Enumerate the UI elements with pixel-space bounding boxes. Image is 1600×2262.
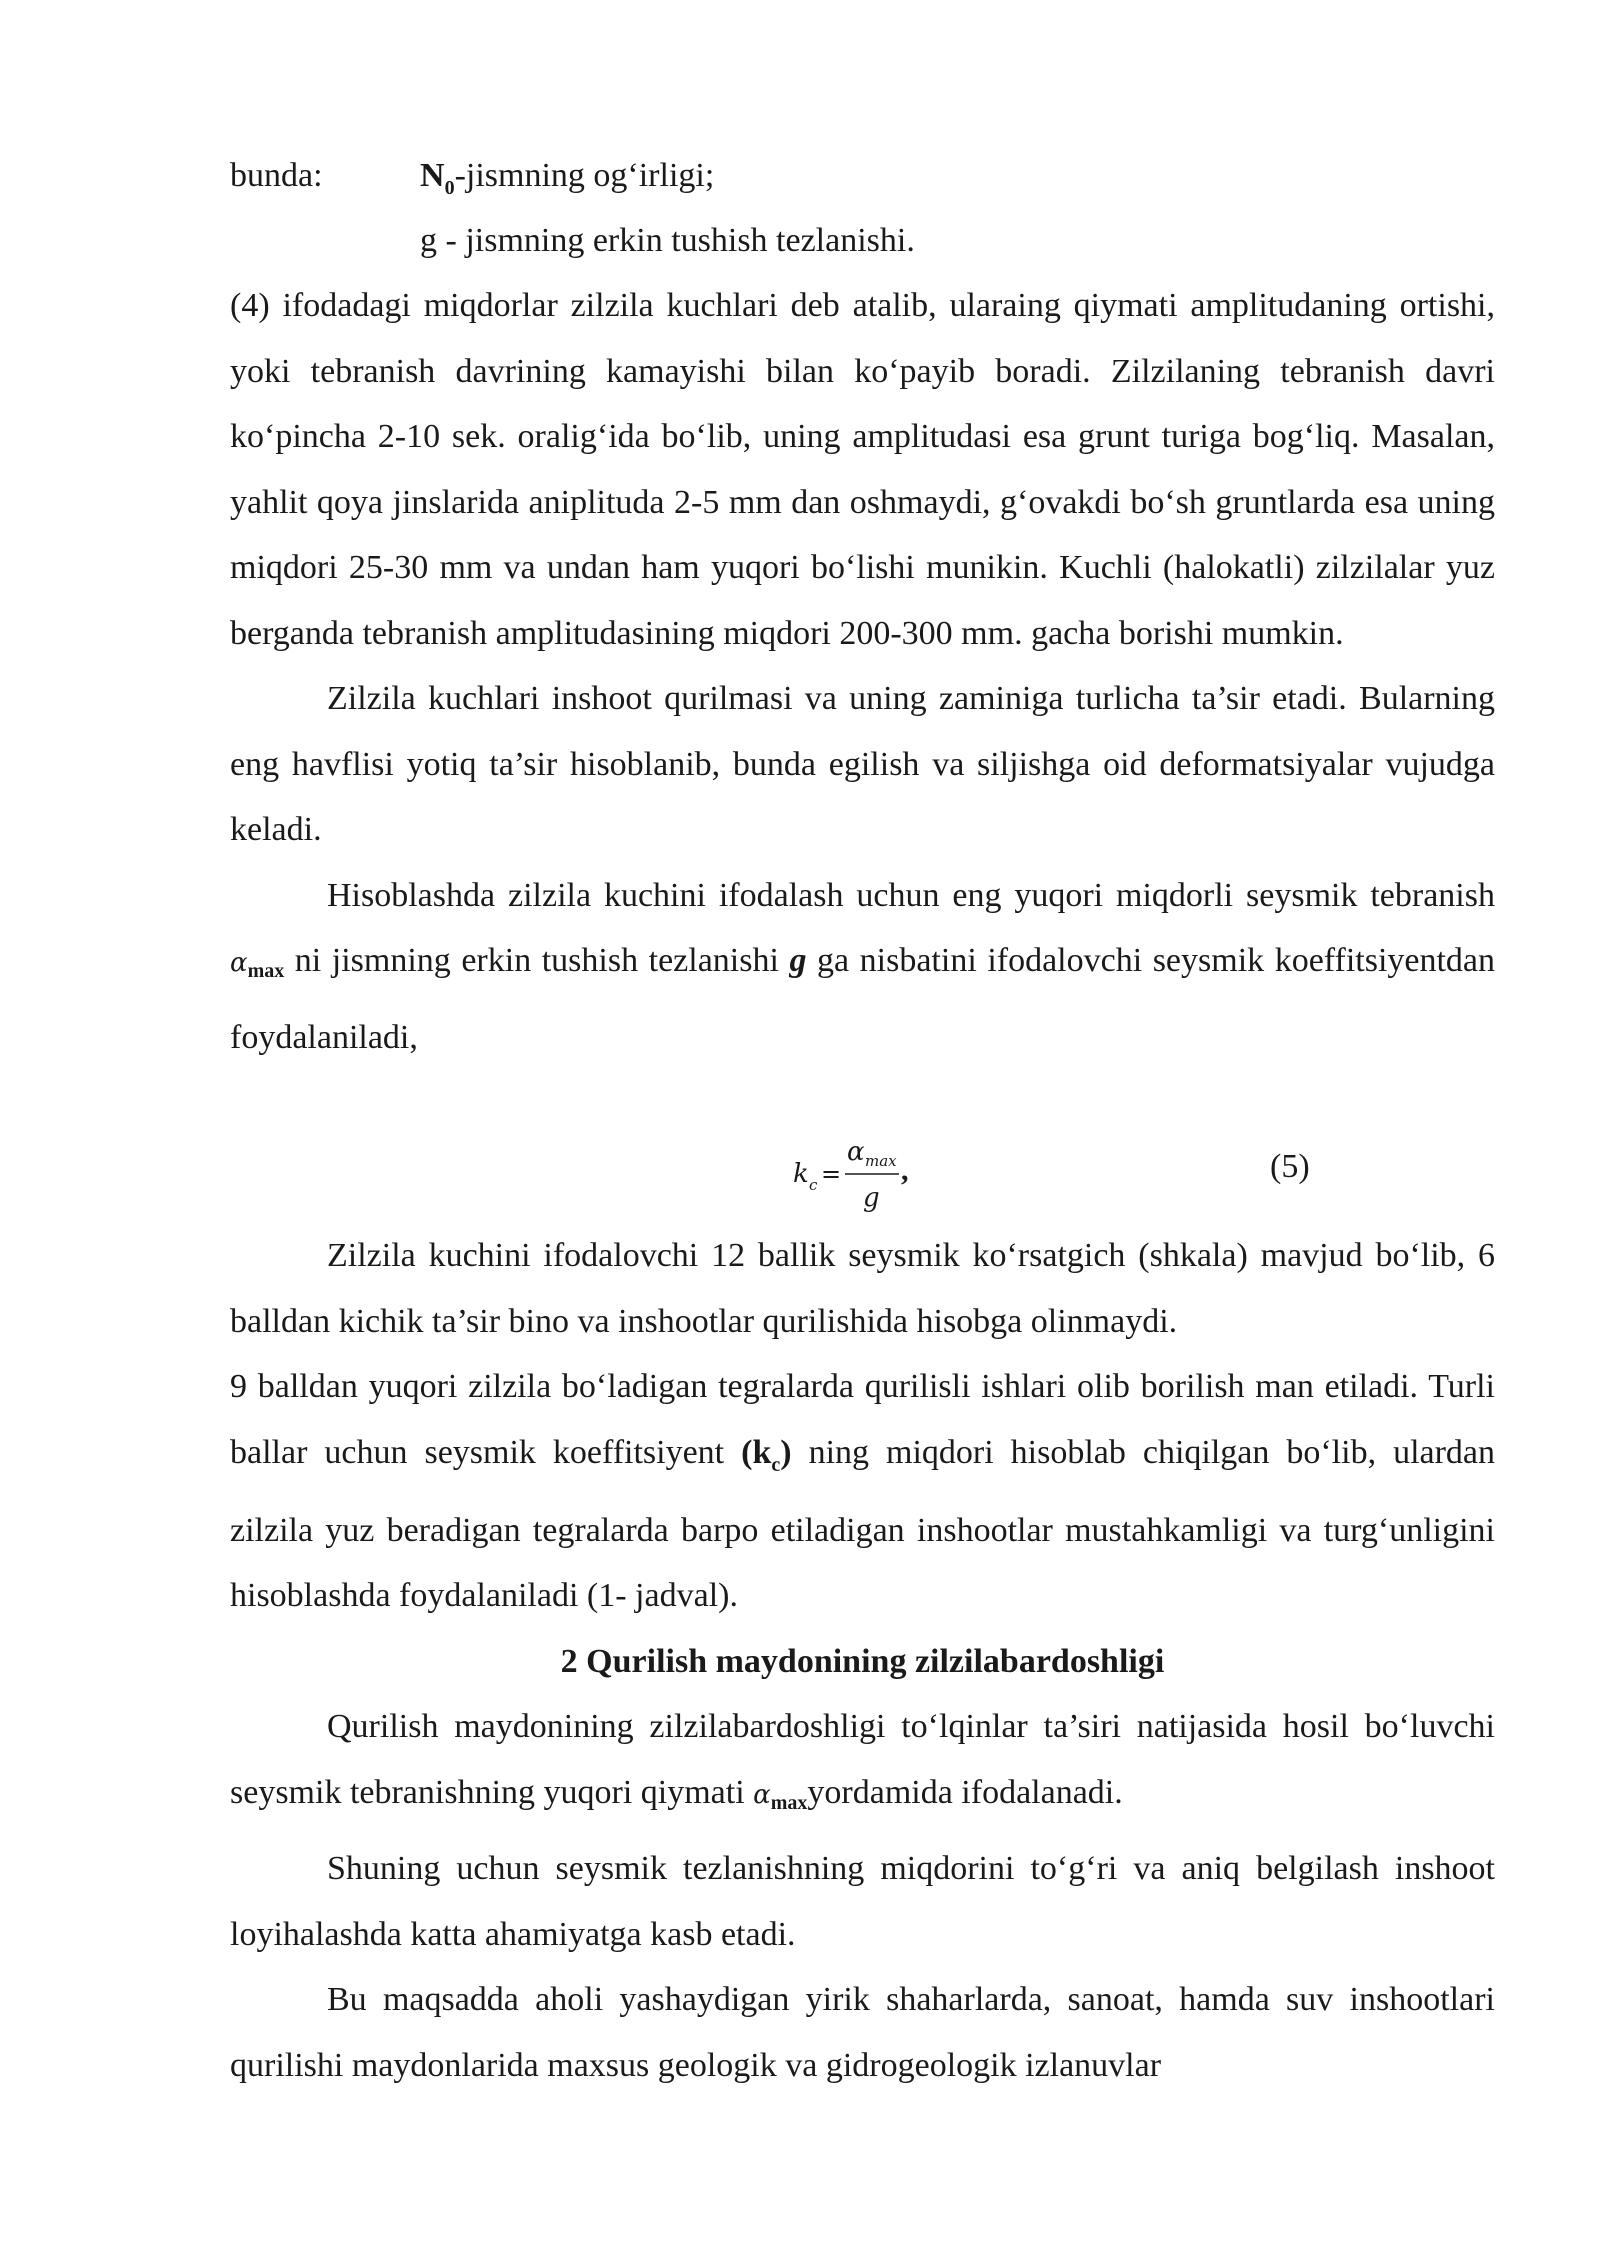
formula-k-subscript: c: [809, 1176, 818, 1194]
body-text-lower: [230, 1223, 1495, 2098]
paragraph-6-part-b: yordamida ifodalanadi.: [807, 1773, 1123, 1811]
definition-gravity-text: g - jismning erkin tushish tezlanishi.: [420, 222, 915, 259]
body-text-upper: [230, 273, 1495, 1070]
alpha-letter: α: [230, 948, 248, 978]
paragraph-1: (4) ifodadagi miqdorlar zilzila kuchlari deb atalib, ularaing qiymati amplitudaning ortishi, yoki tebranish davrining kamayishi bilan ko‘payib boradi. Zilzilaning tebranish davri ko‘pincha 2-10 sek. oralig‘ida bo‘lib, uning amplitudasi esa grunt turiga bog‘liq. Masalan, yahlit qoya jinslarida aniplituda 2-5 mm dan oshmaydi, g‘ovakdi bo‘sh gruntlarda esa uning miqdori 25-30 mm va undan ham yuqori bo‘lishi munikin. Kuchli (halokatli) zilzilalar yuz berganda tebranish amplitudasining miqdori 200-300 mm. gacha borishi mumkin.: [230, 287, 1495, 652]
kc-close-paren: ): [780, 1433, 792, 1471]
paragraph-8: Bu maqsadda aholi yashaydigan yirik shaharlarda, sanoat, hamda suv inshootlari qurilishi maydonlarida maxsus geologik va gidrogeologik izlanuvlar: [230, 1981, 1495, 2084]
paragraph-5-part-b: ning miqdori hisoblab chiqilgan bo‘lib, ulardan zilzila yuz beradigan tegralarda barpo etiladigan inshootlar mustahkamligi va turg‘unligini hisoblashda foydalaniladi (1- jadval).: [230, 1433, 1496, 1615]
formula-comma: ,: [901, 1154, 909, 1187]
paragraph-5-part-a: 9 balldan yuqori zilzila bo‘ladigan tegralarda qurilisli ishlari olib borilish man etiladi. Turli ballar uchun seysmik koeffitsiyent: [230, 1368, 1495, 1471]
paragraph-6-part-a: Qurilish maydonining zilzilabardoshligi to‘lqinlar ta’siri natijasida hosil bo‘luvchi seysmik tebranishning yuqori qiymati: [230, 1708, 1495, 1811]
alpha-max-symbol-2: [753, 1779, 808, 1814]
paragraph-4: Zilzila kuchini ifodalovchi 12 ballik seysmik ko‘rsatgich (shkala) mavjud bo‘lib, 6 balldan kichik ta’sir bino va inshootlar qurilishida hisobga olinmaydi.: [230, 1237, 1495, 1340]
definitions-label: [230, 143, 323, 208]
kc-subscript: c: [771, 1453, 781, 1476]
paragraph-2: Zilzila kuchlari inshoot qurilmasi va uning zaminiga turlicha ta’sir etadi. Bularning eng havflisi yotiq ta’sir hisoblanib, bunda egilish va siljishga oid deformatsiyalar vujudga keladi.: [230, 680, 1495, 848]
paragraph-5: [230, 1354, 1495, 1629]
n-subscript: 0: [444, 176, 455, 199]
section-heading: 2 Qurilish maydonining zilzilabardoshligi: [560, 1642, 1165, 1680]
paragraph-3-part-c: ga nisbatini ifodalovchi seysmik koeffitsiyentdan foydalaniladi,: [230, 942, 1496, 1056]
paragraph-3: [230, 863, 1495, 1071]
kc-symbol: [741, 1433, 792, 1476]
alpha-letter-2: α: [753, 1779, 771, 1810]
paragraph-3-part-b: ni jismning erkin tushish tezlanishi: [294, 942, 779, 979]
formula-k: k: [793, 1159, 809, 1189]
paragraph-6: [230, 1694, 1495, 1836]
kc-letter: (k: [741, 1433, 772, 1471]
alpha-subscript-2: max: [770, 1791, 808, 1814]
formula-5: [785, 1130, 935, 1220]
formula-equals: =: [821, 1160, 842, 1188]
g-symbol: g: [789, 942, 807, 979]
formula-numerator-alpha: α: [847, 1137, 865, 1167]
alpha-max-symbol: [230, 948, 285, 983]
formula-denominator-g: g: [863, 1183, 880, 1213]
definition-weight-text: -jismning og‘irligi;: [454, 157, 715, 194]
definition-item-gravity: [420, 208, 915, 273]
formula-numerator-subscript: max: [865, 1152, 897, 1170]
paragraph-3-part-a: Hisoblashda zilzila kuchini ifodalash uchun eng yuqori miqdorli seysmik tebranish: [327, 876, 1495, 914]
bunda-label: bunda:: [230, 157, 323, 194]
n-letter: N: [420, 157, 445, 194]
n0-symbol: [420, 157, 455, 199]
paragraph-7: Shuning uchun seysmik tezlanishning miqdorini to‘g‘ri va aniq belgilash inshoot loyihalashda katta ahamiyatga kasb etadi.: [230, 1850, 1495, 1953]
equation-number: (5): [1270, 1148, 1310, 1185]
alpha-subscript: max: [247, 960, 285, 983]
